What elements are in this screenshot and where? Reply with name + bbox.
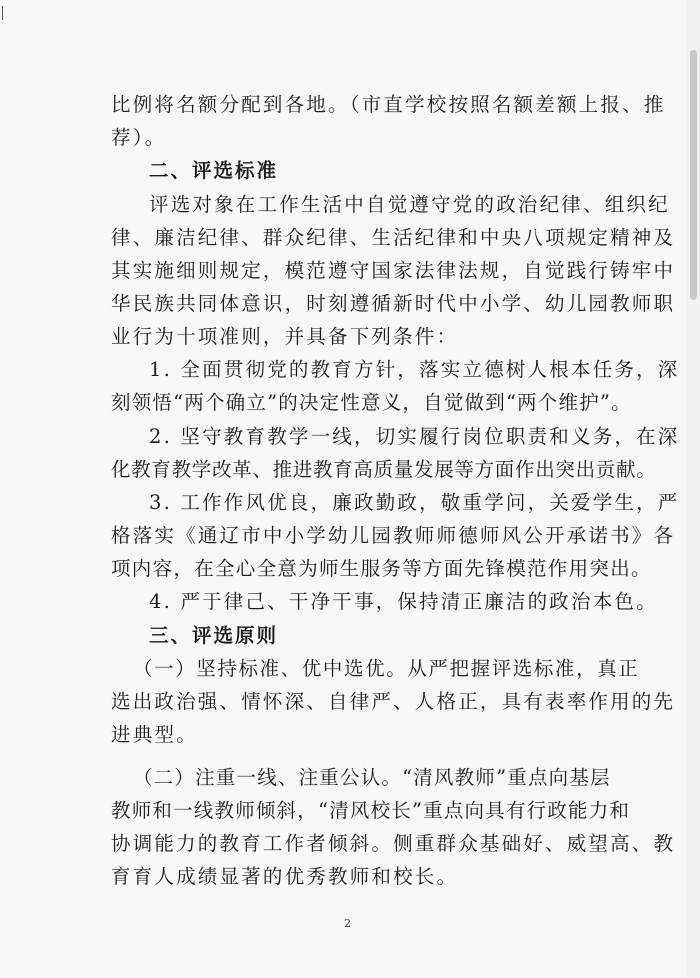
body-line: 教师和一线教师倾斜，“清风校长”重点向具有行政能力和	[111, 799, 631, 822]
section-heading-principles: 三、评选原则	[149, 624, 279, 647]
list-item-line: 项内容，在全心全意为师生服务等方面先锋模范作用突出。	[111, 557, 652, 580]
section-heading-criteria: 二、评选标准	[149, 159, 279, 182]
list-item-line: 2. 坚守教育教学一线，切实履行岗位职责和义务，在深	[149, 425, 680, 448]
scrollbar-thumb[interactable]	[690, 50, 697, 300]
body-line: 业行为十项准则，并具备下列条件：	[111, 325, 459, 348]
body-line: 育育人成绩显著的优秀教师和校长。	[111, 865, 459, 888]
list-item-line: 化教育教学改革、推进教育高质量发展等方面作出突出贡献。	[111, 458, 657, 481]
list-item-line: 刻领悟“两个确立”的决定性意义，自觉做到“两个维护”。	[111, 391, 632, 414]
body-line: 其实施细则规定，模范遵守国家法律法规，自觉践行铸牢中	[111, 259, 676, 282]
body-line: （一）坚持标准、优中选优。从严把握评选标准，真正	[133, 657, 640, 680]
vertical-scrollbar[interactable]	[686, 0, 700, 978]
body-line: 协调能力的教育工作者倾斜。侧重群众基础好、威望高、教	[111, 832, 676, 855]
body-line: 华民族共同体意识，时刻遵循新时代中小学、幼儿园教师职	[111, 292, 676, 315]
body-line: 律、廉洁纪律、群众纪律、生活纪律和中央八项规定精神及	[111, 226, 676, 249]
body-line: 选出政治强、情怀深、自律严、人格正，具有表率作用的先	[111, 690, 676, 713]
edge-mark	[2, 6, 3, 20]
body-line: 进典型。	[111, 723, 198, 746]
body-line: 评选对象在工作生活中自觉遵守党的政治纪律、组织纪	[149, 193, 670, 216]
body-line: 比例将名额分配到各地。（市直学校按照名额差额上报、推	[111, 93, 666, 116]
list-item-line: 4. 严于律己、干净干事，保持清正廉洁的政治本色。	[149, 590, 658, 613]
list-item-line: 格落实《通辽市中小学幼儿园教师师德师风公开承诺书》各	[111, 524, 676, 547]
list-item-line: 3. 工作作风优良，廉政勤政，敬重学问，关爱学生，严	[149, 491, 680, 514]
body-line: （二）注重一线、注重公认。“清风教师”重点向基层	[133, 766, 611, 789]
page-number: 2	[344, 917, 351, 930]
list-item-line: 1. 全面贯彻党的教育方针，落实立德树人根本任务，深	[149, 358, 680, 381]
body-line: 荐）。	[111, 126, 167, 149]
